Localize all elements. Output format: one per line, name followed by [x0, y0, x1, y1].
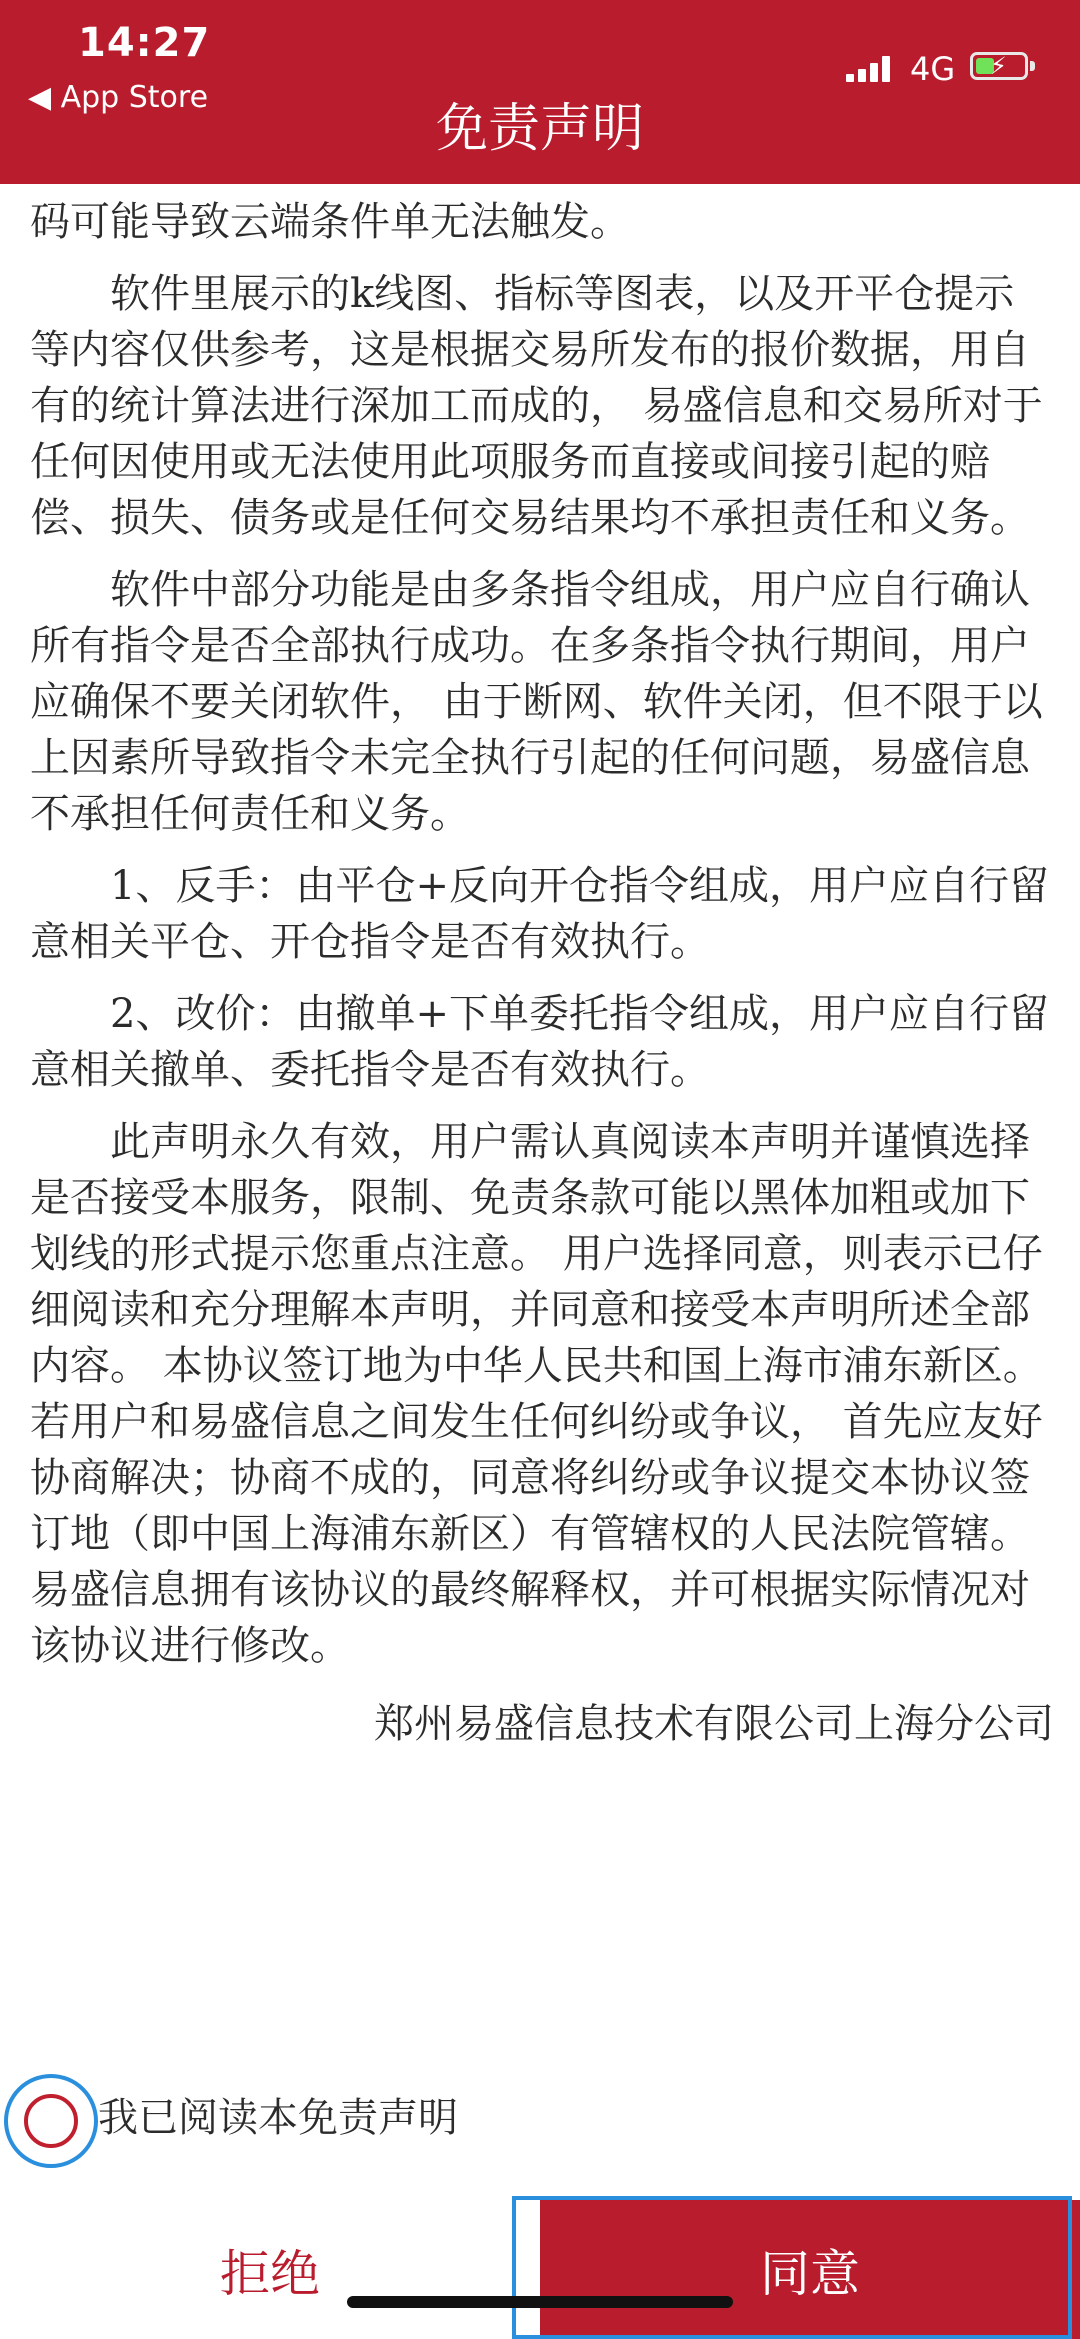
page-title: 免责声明 — [435, 99, 644, 159]
company-signature: 郑州易盛信息技术有限公司上海分公司 — [374, 1701, 1054, 1747]
status-time: 14:27 — [78, 20, 211, 66]
battery-icon: ⚡ — [970, 52, 1028, 80]
disclaimer-paragraph-partial: 码可能导致云端条件单无法触发。 — [30, 199, 630, 245]
network-type: 4G — [910, 50, 956, 88]
signal-icon — [846, 56, 898, 82]
home-indicator[interactable] — [347, 2296, 733, 2308]
agree-button-highlight — [512, 2196, 1072, 2339]
disclaimer-content[interactable] — [30, 184, 1054, 1974]
top-bar — [0, 0, 1080, 184]
battery-cap — [1030, 61, 1035, 71]
read-confirmation-radio[interactable] — [24, 2094, 78, 2148]
disclaimer-paragraph: 软件中部分功能是由多条指令组成，用户应自行确认所有指令是否全部执行成功。在多条指令执行期间，用户应确保不要关闭软件， 由于断网、软件关闭，但不限于以上因素所导致指令未完全执行引起的任何问题，易盛信息不承担任何责任和义务。 — [30, 567, 1043, 837]
read-confirmation-row[interactable] — [0, 2070, 1080, 2150]
disclaimer-paragraph: 软件里展示的k线图、指标等图表，以及开平仓提示等内容仅供参考，这是根据交易所发布的报价数据，用自有的统计算法进行深加工而成的， 易盛信息和交易所对于任何因使用或无法使用此项服务而直接或间接引起的赔偿、损失、债务或是任何交易结果均不承担责任和义务。 — [30, 271, 1043, 541]
back-to-app-store-link[interactable]: ◀ App Store — [28, 80, 209, 115]
read-confirmation-label[interactable]: 我已阅读本免责声明 — [98, 2095, 458, 2141]
disclaimer-paragraph: 1、反手：由平仓+反向开仓指令组成，用户应自行留意相关平仓、开仓指令是否有效执行。 — [30, 863, 1049, 965]
disclaimer-paragraph: 2、改价：由撤单+下单委托指令组成，用户应自行留意相关撤单、委托指令是否有效执行。 — [30, 991, 1049, 1093]
disclaimer-paragraph: 此声明永久有效，用户需认真阅读本声明并谨慎选择是否接受本服务，限制、免责条款可能以黑体加粗或加下划线的形式提示您重点注意。 用户选择同意，则表示已仔细阅读和充分理解本声明，并同意和接受本声明所述全部内容。 本协议签订地为中华人民共和国上海市浦东新区。若用户和易盛信息之间发生任何纠纷或争议， 首先应友好协商解决；协商不成的，同意将纠纷或争议提交本协议签订地（即中国上海浦东新区）有管辖权的人民法院管辖。 易盛信息拥有该协议的最终解释权，并可根据实际情况对该协议进行修改。 — [30, 1119, 1043, 1669]
reject-button[interactable]: 拒绝 — [0, 2200, 540, 2339]
agree-button[interactable]: 同意 — [540, 2200, 1080, 2339]
